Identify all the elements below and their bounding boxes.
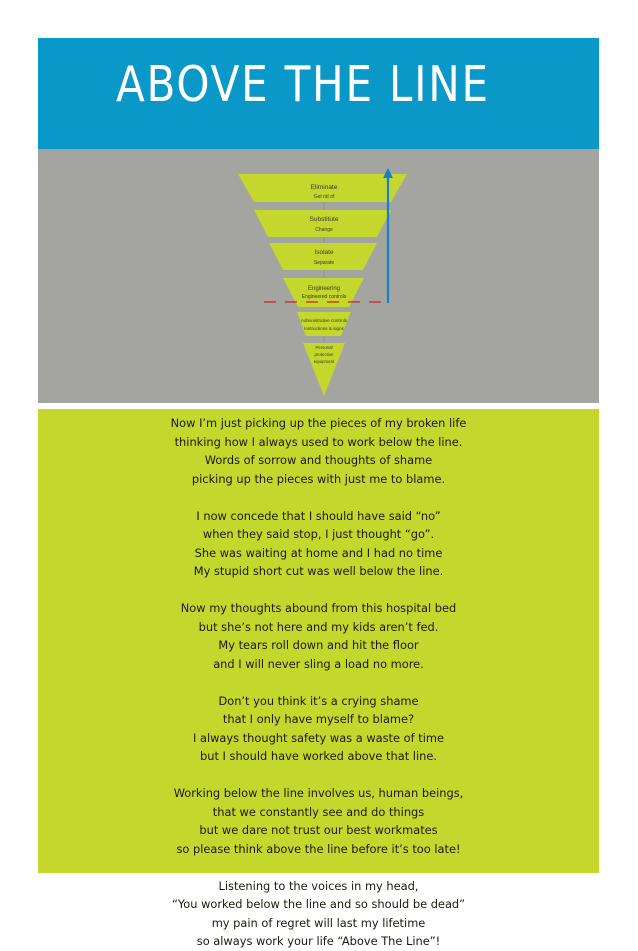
up-arrow-icon — [383, 168, 393, 178]
poem-line: Words of sorrow and thoughts of shame — [204, 453, 433, 467]
poem-line: but she’s not here and my kids aren’t fed. — [198, 619, 439, 634]
band-ppe-title: Personal — [315, 345, 333, 350]
poem-line: Now my thoughts abound from this hospital bed — [180, 601, 457, 615]
page-title: ABOVE THE LINE — [116, 56, 490, 113]
poem-line: My stupid short cut was well below the line. — [193, 564, 444, 578]
poem-line: Listening to the voices in my head, — [218, 878, 419, 893]
hierarchy-svg — [38, 149, 599, 403]
stanza — [38, 414, 599, 488]
poem-line: so always work your life “Above The Line”! — [196, 934, 441, 948]
stanza — [38, 784, 599, 858]
band-isolate-subtitle: Separate — [313, 260, 335, 266]
poem-line: thinking how I always used to work below the line. — [174, 434, 463, 449]
poem-line: Working below the line involves us, human beings, — [173, 786, 464, 800]
stanza — [38, 692, 599, 766]
poem-line: that I only have myself to blame? — [222, 712, 415, 726]
poem-line: My tears roll down and hit the floor — [218, 638, 419, 652]
band-substitute-subtitle: Change — [315, 227, 333, 233]
band-eliminate-subtitle: Get rid of — [313, 194, 335, 200]
poem-section — [38, 409, 599, 948]
poem-line: that we constantly see and do things — [212, 804, 425, 819]
poem-line: but we dare not trust our best workmates — [199, 823, 438, 837]
poem-line: when they said stop, I just thought “go”. — [202, 527, 435, 541]
band-eliminate-title: Eliminate — [310, 184, 338, 191]
poem-line: and I will never sling a load no more. — [213, 656, 424, 671]
band-ppe-subtitle: protective — [314, 352, 334, 357]
band-administrative — [297, 312, 351, 336]
band-engineering-title: Engineering — [307, 286, 341, 292]
stanza — [38, 507, 599, 581]
band-administrative-subtitle: Instructions & signs — [304, 326, 344, 331]
poem-line: I now concede that I should have said “no” — [196, 508, 441, 523]
band-ppe — [303, 343, 345, 396]
band-engineering-subtitle: Engineered controls — [301, 294, 347, 300]
poem-line: picking up the pieces with just me to blame. — [191, 471, 446, 486]
band-isolate-title: Isolate — [314, 249, 334, 256]
poem-line: but I should have worked above that line. — [200, 749, 437, 763]
band-ppe-subtitle2: equipment — [313, 359, 335, 364]
hierarchy-diagram — [38, 149, 599, 403]
poem-line: “You worked below the line and so should be dead” — [171, 897, 466, 911]
poem-line: She was waiting at home and I had no time — [194, 545, 443, 560]
header-banner — [38, 38, 599, 149]
band-substitute-title: Substitute — [309, 216, 339, 223]
band-administrative-title: Administrative controls — [300, 318, 348, 323]
poem-line: Don’t you think it’s a crying shame — [218, 693, 419, 708]
poem-line: Now I’m just picking up the pieces of my broken life — [170, 416, 467, 430]
stanza — [38, 877, 599, 951]
poem-line: my pain of regret will last my lifetime — [211, 915, 426, 930]
poem-line: I always thought safety was a waste of time — [192, 730, 444, 745]
poem-line: so please think above the line before it’s too late! — [176, 841, 461, 856]
poem-text — [38, 414, 599, 951]
stanza — [38, 599, 599, 673]
